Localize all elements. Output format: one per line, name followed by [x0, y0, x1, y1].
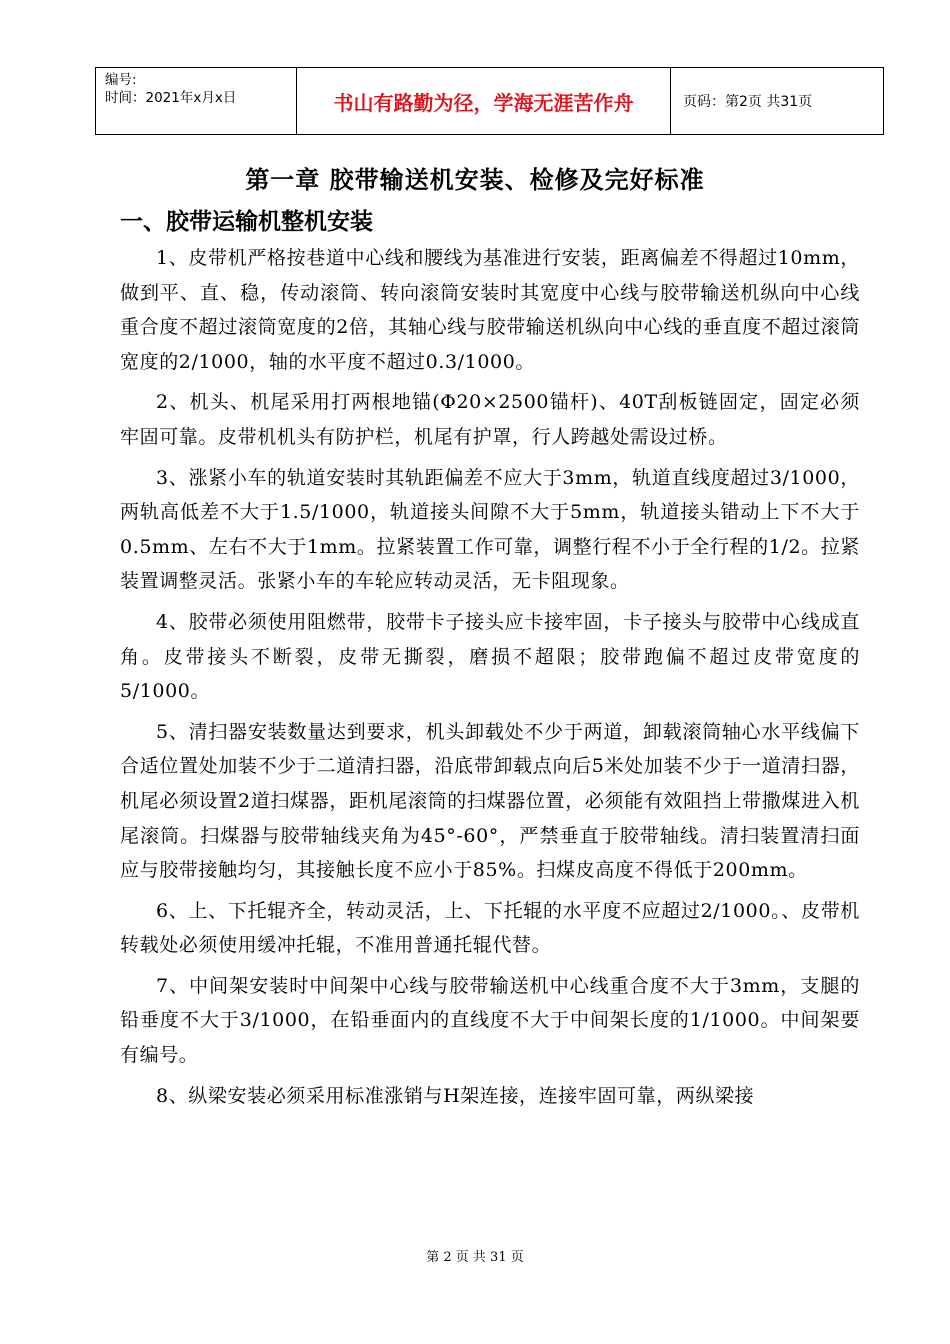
header-meta: [96, 68, 297, 134]
page-header: [95, 67, 884, 135]
paragraph-4: 4、胶带必须使用阻燃带，胶带卡子接头应卡接牢固，卡子接头与胶带中心线成直角。皮带接头不断裂，皮带无撕裂，磨损不超限；胶带跑偏不超过皮带宽度的5/1000。: [120, 610, 860, 703]
document-time: 时间：2021年x月x日: [105, 90, 237, 106]
paragraph-2: 2、机头、机尾采用打两根地锚(Φ20×2500锚杆)、40T刮板链固定，固定必须牢固可靠。皮带机机头有防护栏，机尾有护罩，行人跨越处需设过桥。: [120, 391, 860, 448]
paragraph-6: 6、上、下托辊齐全，转动灵活，上、下托辊的水平度不应超过2/1000。、皮带机转载处必须使用缓冲托辊，不准用普通托辊代替。: [120, 899, 860, 957]
header-motto: 书山有路勤为径，学海无涯苦作舟: [297, 68, 671, 134]
paragraph-3: 3、涨紧小车的轨道安装时其轨距偏差不应大于3mm，轨道直线度超过3/1000，两轨高低差不大于1.5/1000，轨道接头间隙不大于5mm，轨道接头错动上下不大于0.5mm、左右不大于1mm。拉紧装置工作可靠，调整行程不小于全行程的1/2。拉紧装置调整灵活。张紧小车的车轮应转动灵活，无卡阻现象。: [120, 466, 860, 593]
chapter-title: 第一章 胶带输送机安装、检修及完好标准: [245, 165, 705, 194]
document-number-label: 编号:: [105, 72, 137, 88]
page-footer: 第 2 页 共 31 页: [426, 1250, 524, 1265]
paragraph-1: 1、皮带机严格按巷道中心线和腰线为基准进行安装，距离偏差不得超过10mm，做到平、直、稳，传动滚筒、转向滚筒安装时其宽度中心线与胶带输送机纵向中心线重合度不超过滚筒宽度的2倍，其轴心线与胶带输送机纵向中心线的垂直度不超过滚筒宽度的2/1000，轴的水平度不超过0.3/1000。: [120, 247, 860, 373]
paragraph-5: 5、清扫器安装数量达到要求，机头卸载处不少于两道，卸载滚筒轴心水平线偏下合适位置处加装不少于二道清扫器，沿底带卸载点向后5米处加装不少于一道清扫器，机尾必须设置2道扫煤器，距机尾滚筒的扫煤器位置，必须能有效阻挡上带撒煤进入机尾滚筒。扫煤器与胶带轴线夹角为45°-60°，严禁垂直于胶带轴线。清扫装置清扫面应与胶带接触均匀，其接触长度不应小于85%。扫煤皮高度不得低于200mm。: [120, 720, 860, 882]
paragraph-8: 8、纵梁安装必须采用标准涨销与H架连接，连接牢固可靠，两纵梁接: [156, 1084, 755, 1107]
header-page-info: 页码：第2页 共31页: [683, 94, 813, 110]
document-body: [120, 241, 860, 1119]
paragraph-7: 7、中间架安装时中间架中心线与胶带输送机中心线重合度不大于3mm，支腿的铅垂度不大于3/1000，在铅垂面内的直线度不大于中间架长度的1/1000。中间架要有编号。: [120, 974, 860, 1067]
section-title: 一、胶带运输机整机安装: [120, 208, 373, 235]
